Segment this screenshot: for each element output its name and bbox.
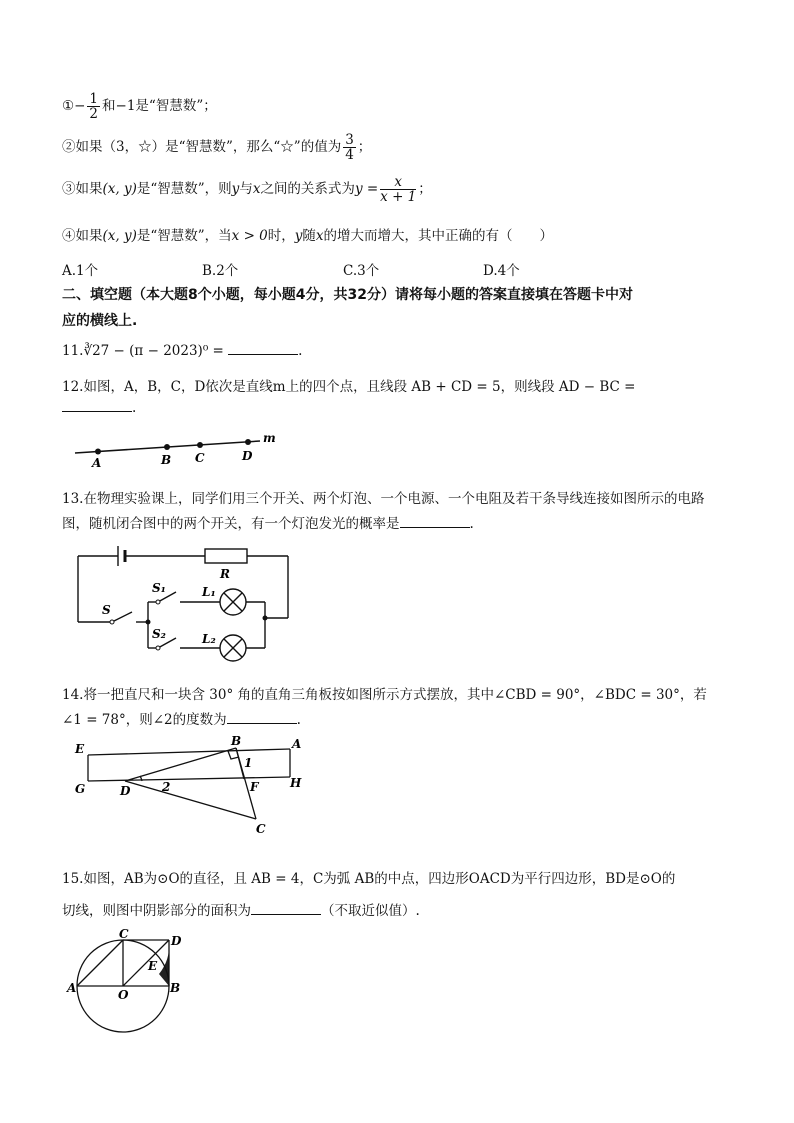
point-c bbox=[197, 442, 203, 448]
resistor bbox=[205, 549, 247, 563]
ruler-top-edge bbox=[88, 749, 290, 755]
option-c: C.3个 bbox=[343, 263, 380, 279]
label-a: A bbox=[67, 981, 77, 995]
item-2: ②如果（3，☆）是“智慧数”，那么“☆”的值为 $\frac{3}{4}$ ； bbox=[62, 132, 372, 163]
label-d: D bbox=[242, 449, 253, 463]
answer-blank-11[interactable] bbox=[228, 342, 298, 355]
label-l1: L₁ bbox=[202, 585, 216, 599]
label-angle-1: 1 bbox=[244, 756, 253, 770]
point-d bbox=[245, 439, 251, 445]
q11-expression: ∛27 − (π − 2023)⁰ = bbox=[83, 343, 224, 359]
label-s: S bbox=[102, 603, 111, 617]
q12-line-figure bbox=[60, 425, 290, 470]
item-4: ④如果(x, y)是“智慧数”，当x > 0时，y随x的增大而增大，其中正确的有（ ） bbox=[62, 228, 554, 244]
label-o: O bbox=[118, 988, 129, 1002]
item-1 bbox=[62, 92, 217, 121]
point-b bbox=[164, 444, 170, 450]
option-d: D.4个 bbox=[483, 263, 520, 279]
answer-blank-15[interactable] bbox=[251, 902, 321, 915]
question-14-line1: 14.将一把直尺和一块含 30° 角的直角三角板按如图所示方式摆放，其中∠CBD = 90°，∠BDC = 30°，若 bbox=[62, 687, 707, 703]
label-b: B bbox=[231, 734, 242, 748]
label-d: D bbox=[120, 784, 131, 798]
label-d: D bbox=[171, 934, 182, 948]
q14-ruler-triangle-figure bbox=[70, 735, 310, 840]
section-2-heading-line1: 二、填空题（本大题8个小题，每小题4分，共32分）请将每小题的答案直接填在答题卡中对 bbox=[62, 287, 633, 303]
label-c: C bbox=[256, 822, 266, 836]
item-2-text: ②如果（3，☆）是“智慧数”，那么“☆”的值为 bbox=[62, 139, 342, 155]
triangle-side-dc bbox=[125, 781, 256, 819]
label-a: A bbox=[292, 737, 302, 751]
label-e: E bbox=[75, 742, 85, 756]
label-b: B bbox=[161, 453, 172, 467]
option-a: A.1个 bbox=[62, 263, 99, 279]
label-h: H bbox=[290, 776, 302, 790]
label-e: E bbox=[148, 959, 158, 973]
item-1-text: 和−1是“智慧数”； bbox=[102, 98, 217, 114]
label-s2: S₂ bbox=[152, 627, 166, 641]
question-11: 11.∛27 − (π − 2023)⁰ = . bbox=[62, 343, 303, 359]
item-1-prefix: ①− bbox=[62, 98, 86, 114]
label-m: m bbox=[263, 431, 276, 445]
item-3: ③如果(x, y)是“智慧数”，则y与x之间的关系式为y = $\frac{x}{x + 1}$ ； bbox=[62, 174, 432, 205]
label-a: A bbox=[92, 456, 102, 470]
ruler-bottom-edge bbox=[88, 777, 290, 781]
label-g: G bbox=[75, 782, 86, 796]
fraction-three-quarters: $\frac{3}{4}$ bbox=[345, 132, 354, 163]
label-c: C bbox=[195, 451, 205, 465]
point-a bbox=[95, 449, 101, 455]
label-r: R bbox=[220, 567, 230, 581]
label-l2: L₂ bbox=[202, 632, 216, 646]
question-13-line2: 图，随机闭合图中的两个开关，有一个灯泡发光的概率是 . bbox=[62, 516, 474, 532]
label-c: C bbox=[119, 927, 129, 941]
label-angle-2: 2 bbox=[162, 780, 171, 794]
answer-blank-13[interactable] bbox=[400, 515, 470, 528]
fraction-x-over-x-plus-1: $\frac{x}{x + 1}$ bbox=[380, 174, 417, 205]
question-15-line1: 15.如图，AB为⊙O的直径，且 AB = 4，C为弧 AB的中点，四边形OACD为平行四边形，BD是⊙O的 bbox=[62, 871, 676, 887]
q15-circle-figure bbox=[65, 927, 195, 1035]
section-2-heading-line2: 应的横线上. bbox=[62, 313, 138, 329]
question-15-line2: 切线，则图中阴影部分的面积为 （不取近似值）. bbox=[62, 903, 420, 919]
question-14-line2: ∠1 = 78°，则∠2的度数为 . bbox=[62, 712, 301, 728]
q13-circuit-figure bbox=[60, 538, 300, 668]
label-b: B bbox=[170, 981, 181, 995]
question-12-line1: 12.如图，A，B，C，D依次是直线m上的四个点，且线段 AB + CD = 5，则线段 AD − BC = bbox=[62, 379, 636, 395]
switch-s bbox=[112, 612, 132, 622]
question-12-line2: . bbox=[62, 399, 136, 416]
answer-blank-12[interactable] bbox=[62, 399, 132, 412]
label-s1: S₁ bbox=[152, 581, 166, 595]
answer-blank-14[interactable] bbox=[227, 711, 297, 724]
fraction-half: $\frac{1}{2}$ bbox=[89, 91, 99, 122]
option-b: B.2个 bbox=[202, 263, 239, 279]
label-f: F bbox=[250, 780, 259, 794]
segment-bf bbox=[236, 748, 244, 779]
question-13-line1: 13.在物理实验课上，同学们用三个开关、两个灯泡、一个电源、一个电阻及若干条导线连接如图所示的电路 bbox=[62, 491, 705, 507]
